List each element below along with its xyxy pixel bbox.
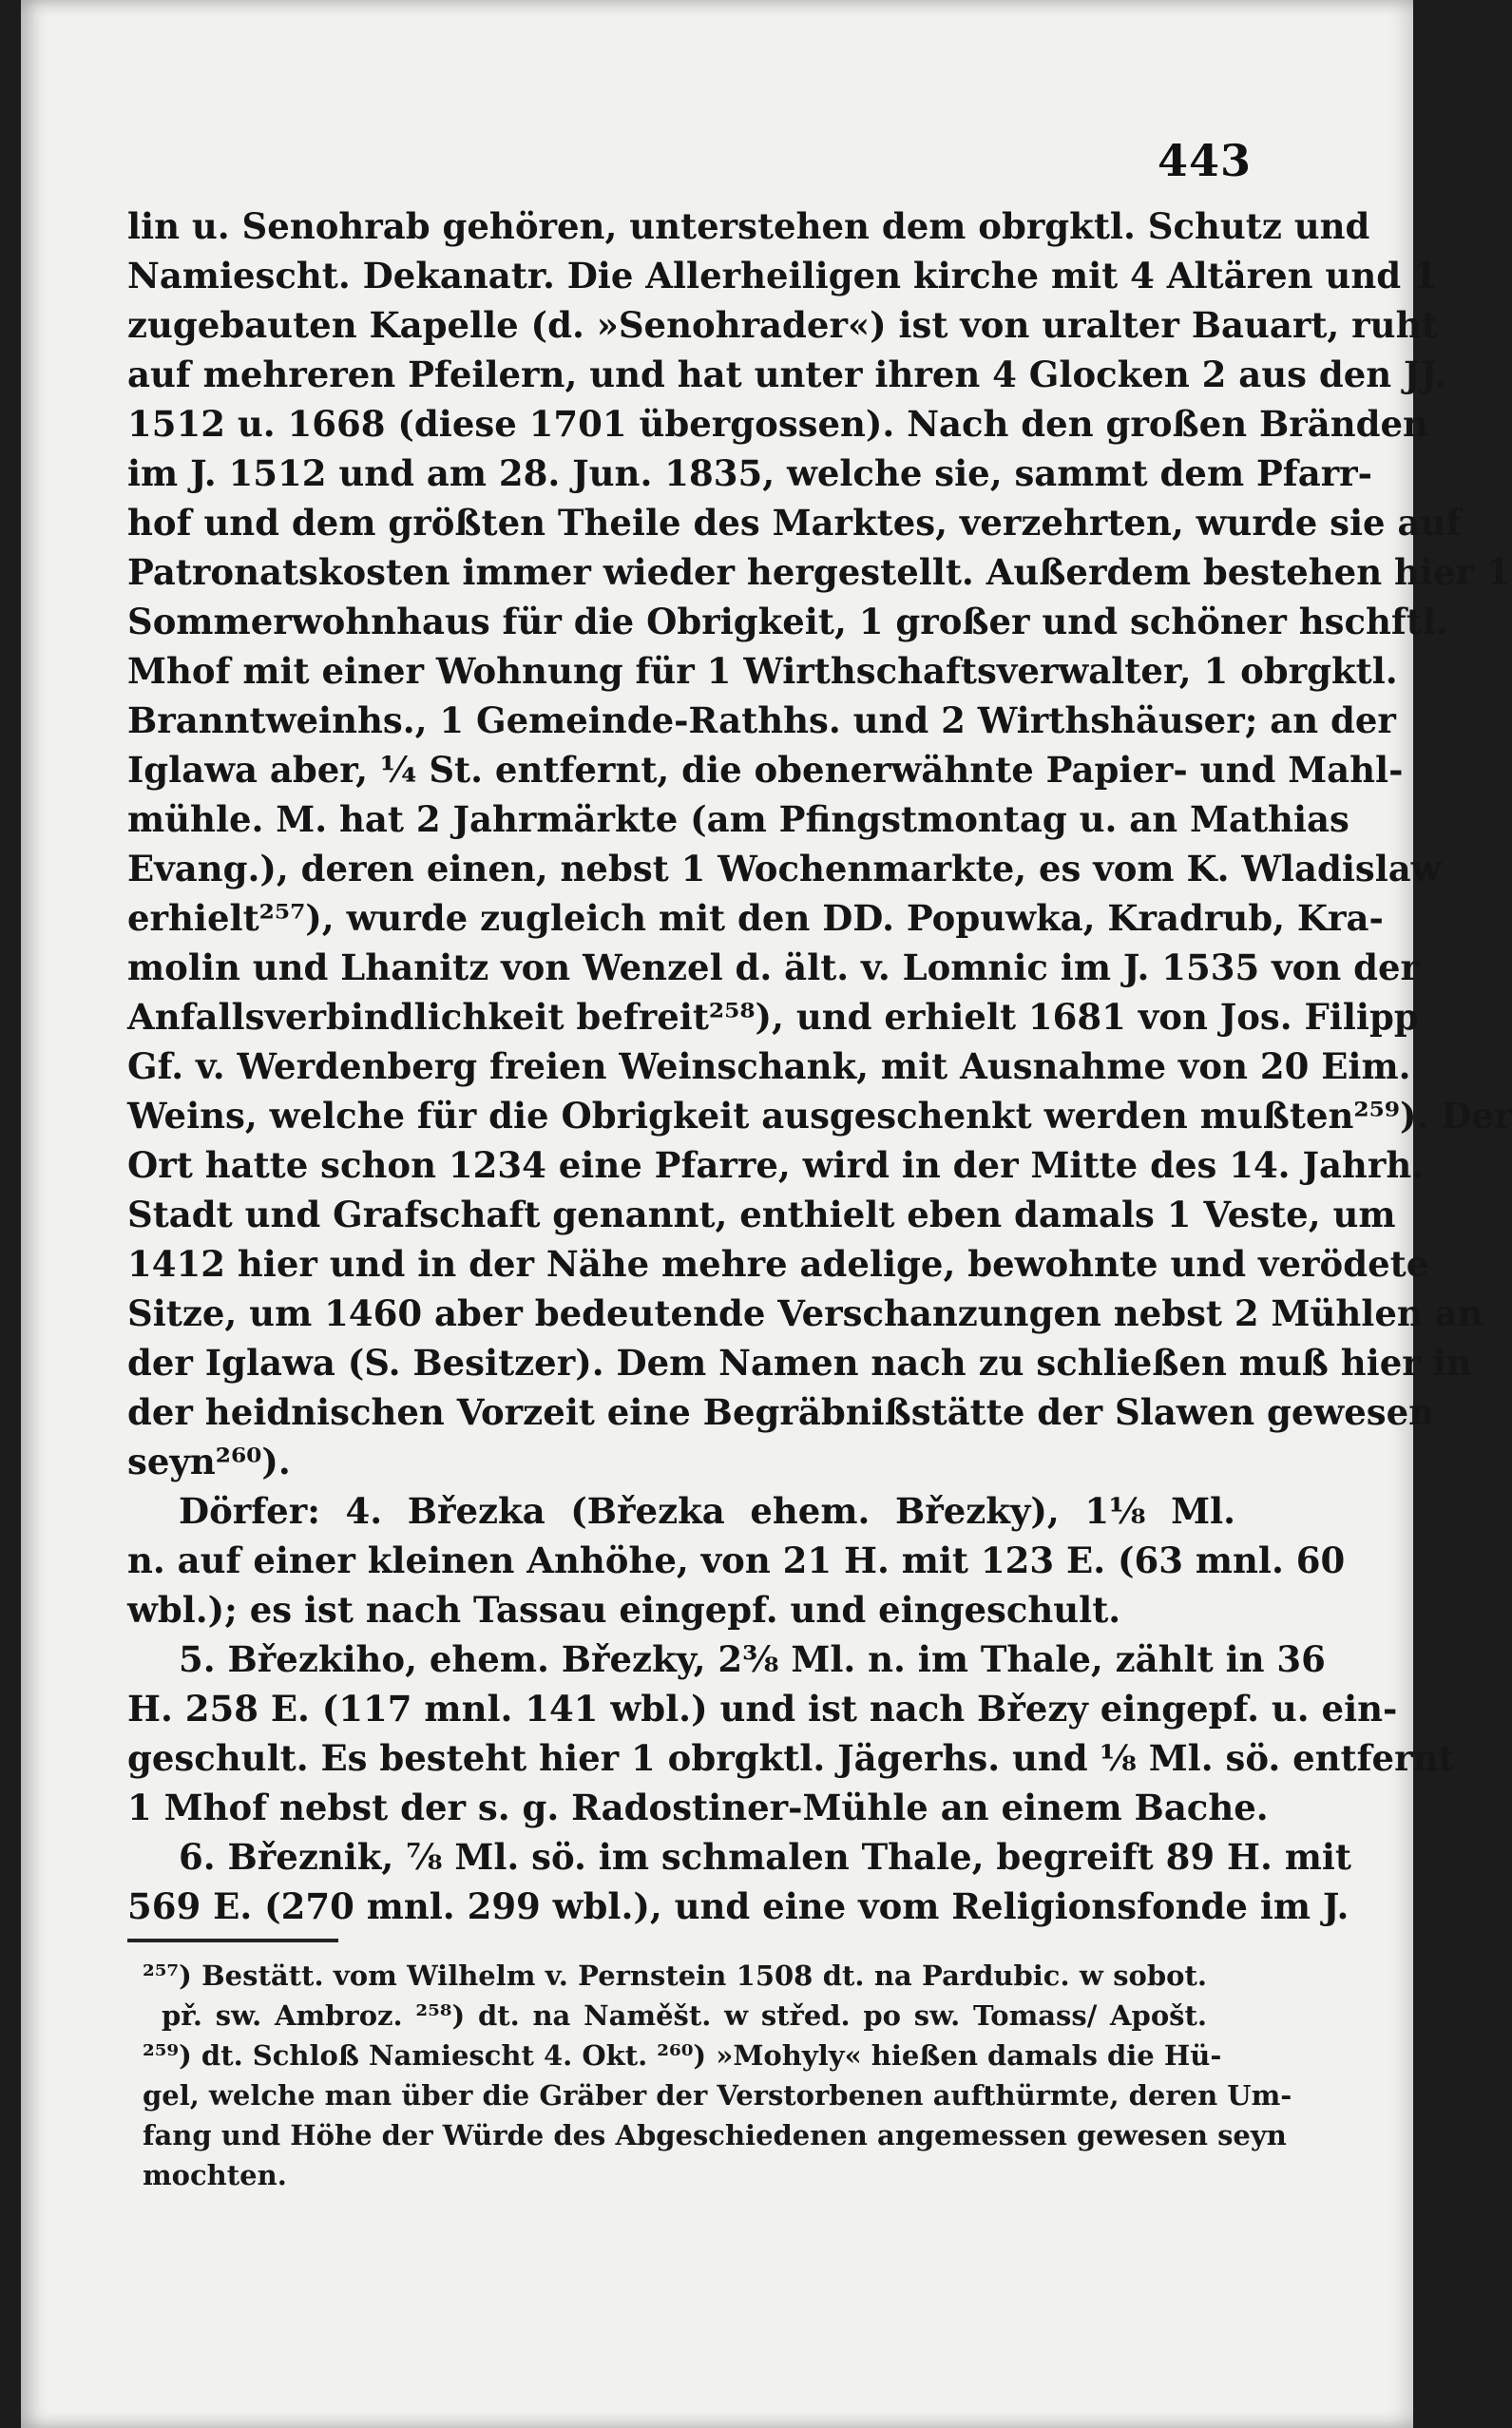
body-line: 1412 hier und in der Nähe mehre adelige, bewohnte und verödete — [127, 1243, 1429, 1285]
body-line: Branntweinhs., 1 Gemeinde-Rathhs. und 2 Wirthshäuser; an der — [127, 699, 1396, 741]
body-line: Dörfer: 4. Březka (Březka ehem. Březky), 1⅛ Ml. — [179, 1490, 1235, 1532]
book-page — [21, 0, 1512, 2428]
body-line: mühle. M. hat 2 Jahrmärkte (am Pfingstmontag u. an Mathias — [127, 798, 1349, 840]
body-line: im J. 1512 und am 28. Jun. 1835, welche sie, sammt dem Pfarr- — [127, 452, 1373, 494]
body-line: Namiescht. Dekanatr. Die Allerheiligen kirche mit 4 Altären und 1 — [127, 255, 1438, 296]
body-line: H. 258 E. (117 mnl. 141 wbl.) und ist nach Březy eingepf. u. ein- — [127, 1688, 1398, 1730]
page-number: 443 — [1158, 135, 1253, 186]
body-line: Anfallsverbindlichkeit befreit²⁵⁸), und erhielt 1681 von Jos. Filipp — [127, 996, 1419, 1038]
body-line: seyn²⁶⁰). — [127, 1441, 291, 1482]
body-line: Sommerwohnhaus für die Obrigkeit, 1 großer und schöner hschftl. — [127, 601, 1448, 642]
body-line: Sitze, um 1460 aber bedeutende Verschanzungen nebst 2 Mühlen an — [127, 1292, 1483, 1334]
body-line: 1512 u. 1668 (diese 1701 übergossen). Nach den großen Bränden — [127, 403, 1428, 445]
footnote-line: př. sw. Ambroz. ²⁵⁸) dt. na Naměšt. w střed. po sw. Tomass/ Apošt. — [162, 1999, 1207, 2032]
body-line: molin und Lhanitz von Wenzel d. ält. v. Lomnic im J. 1535 von der — [127, 946, 1420, 988]
body-line: Ort hatte schon 1234 eine Pfarre, wird in der Mitte des 14. Jahrh. — [127, 1144, 1425, 1186]
body-line: geschult. Es besteht hier 1 obrgktl. Jägerhs. und ⅛ Ml. sö. entfernt — [127, 1737, 1455, 1779]
footnote-divider — [127, 1939, 338, 1942]
body-line: auf mehreren Pfeilern, und hat unter ihren 4 Glocken 2 aus den JJ. — [127, 354, 1447, 395]
footnote-line: gel, welche man über die Gräber der Verstorbenen aufthürmte, deren Um- — [143, 2079, 1292, 2112]
body-line: 5. Březkiho, ehem. Březky, 2⅜ Ml. n. im Thale, zählt in 36 — [179, 1638, 1326, 1680]
body-line: erhielt²⁵⁷), wurde zugleich mit den DD. Popuwka, Kradrub, Kra- — [127, 897, 1384, 939]
footnote-line: mochten. — [143, 2159, 287, 2191]
body-line: Stadt und Grafschaft genannt, enthielt eben damals 1 Veste, um — [127, 1194, 1396, 1235]
body-line: hof und dem größten Theile des Marktes, verzehrten, wurde sie auf — [127, 502, 1462, 544]
footnote-line: ²⁵⁹) dt. Schloß Namiescht 4. Okt. ²⁶⁰) »Mohyly« hießen damals die Hü- — [143, 2039, 1222, 2072]
body-line: Iglawa aber, ¼ St. entfernt, die obenerwähnte Papier- und Mahl- — [127, 749, 1404, 791]
footnote-line: ²⁵⁷) Bestätt. vom Wilhelm v. Pernstein 1508 dt. na Pardubic. w sobot. — [143, 1960, 1207, 1992]
body-line: Gf. v. Werdenberg freien Weinschank, mit Ausnahme von 20 Eim. — [127, 1045, 1411, 1087]
body-line: Weins, welche für die Obrigkeit ausgeschenkt werden mußten²⁵⁹). Der — [127, 1095, 1512, 1137]
body-line: 6. Březnik, ⅞ Ml. sö. im schmalen Thale, begreift 89 H. mit — [179, 1836, 1352, 1878]
body-line: Evang.), deren einen, nebst 1 Wochenmarkte, es vom K. Wladislaw — [127, 848, 1442, 889]
body-line: lin u. Senohrab gehören, unterstehen dem obrgktl. Schutz und — [127, 205, 1370, 247]
body-line: zugebauten Kapelle (d. »Senohrader«) ist von uralter Bauart, ruht — [127, 304, 1438, 346]
body-line: n. auf einer kleinen Anhöhe, von 21 H. mit 123 E. (63 mnl. 60 — [127, 1539, 1346, 1581]
body-line: der Iglawa (S. Besitzer). Dem Namen nach zu schließen muß hier in — [127, 1342, 1472, 1384]
body-line: der heidnischen Vorzeit eine Begräbnißstätte der Slawen gewesen — [127, 1391, 1435, 1433]
body-line: Mhof mit einer Wohnung für 1 Wirthschaftsverwalter, 1 obrgktl. — [127, 650, 1398, 692]
footnote-line: fang und Höhe der Würde des Abgeschiedenen angemessen gewesen seyn — [143, 2119, 1287, 2151]
body-line: 569 E. (270 mnl. 299 wbl.), und eine vom Religionsfonde im J. — [127, 1885, 1349, 1927]
body-line: Patronatskosten immer wieder hergestellt. Außerdem bestehen hier 1 — [127, 551, 1511, 593]
body-line: 1 Mhof nebst der s. g. Radostiner-Mühle an einem Bache. — [127, 1787, 1269, 1828]
body-line: wbl.); es ist nach Tassau eingepf. und eingeschult. — [127, 1589, 1121, 1631]
